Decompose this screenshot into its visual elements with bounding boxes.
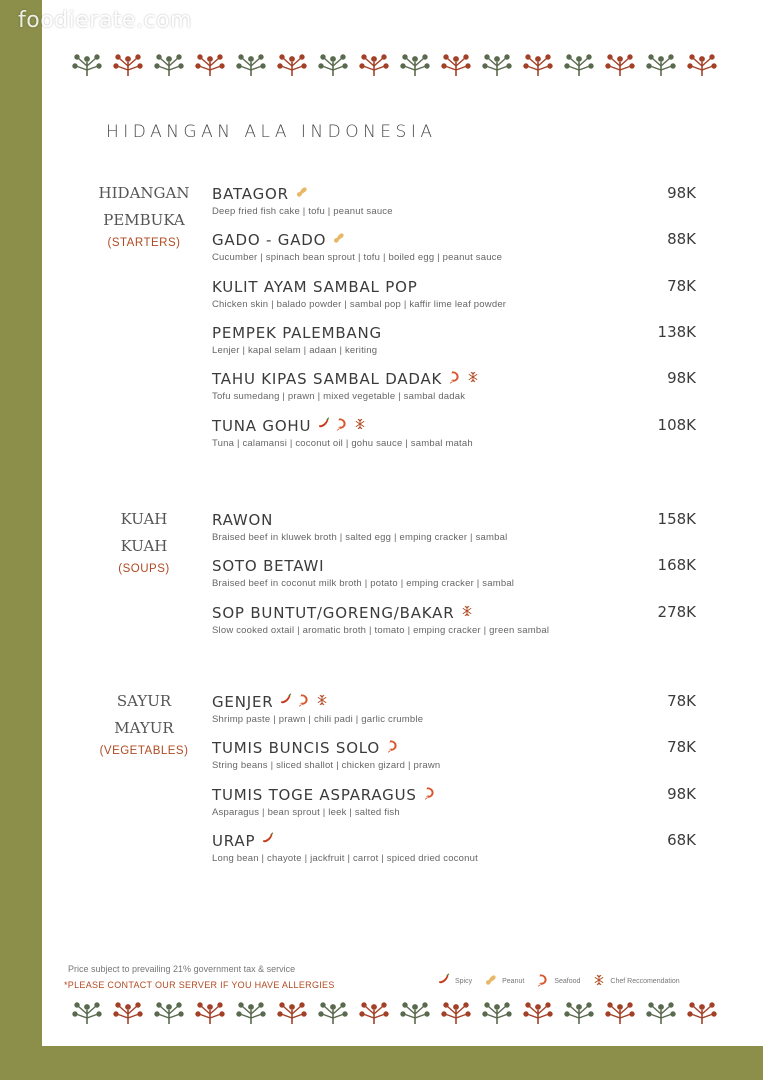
seafood-icon bbox=[536, 973, 550, 989]
menu-item-price: 88K bbox=[667, 230, 696, 249]
menu-item-name-row bbox=[212, 738, 682, 758]
motif-icon bbox=[517, 1000, 558, 1028]
menu-item-description: Slow cooked oxtail | aromatic broth | tomato | emping cracker | green sambal bbox=[212, 624, 550, 636]
legend-label: Seafood bbox=[554, 977, 581, 985]
legend-item bbox=[536, 973, 580, 989]
section-heading bbox=[94, 688, 194, 760]
menu-item-name: RAWON bbox=[212, 511, 274, 529]
chef-icon bbox=[315, 693, 329, 711]
menu-item-price: 108K bbox=[657, 415, 696, 434]
menu-item bbox=[212, 369, 696, 403]
motif-icon bbox=[599, 52, 640, 80]
motif-icon bbox=[517, 52, 558, 80]
menu-item-name: SOTO BETAWI bbox=[212, 557, 325, 576]
legend-item bbox=[484, 973, 524, 989]
menu-item-price: 168K bbox=[657, 556, 696, 575]
menu-item-price: 78K bbox=[667, 692, 696, 710]
menu-item-name-row bbox=[212, 556, 682, 576]
section-subtitle: (VEGETABLES) bbox=[99, 745, 189, 757]
menu-item-description: Shrimp paste | prawn | chili padi | garlic crumble bbox=[212, 714, 424, 725]
motif-icon bbox=[353, 1000, 394, 1028]
menu-item bbox=[212, 415, 696, 449]
section-heading bbox=[94, 506, 194, 578]
menu-item-price: 78K bbox=[667, 276, 696, 295]
section-title-line: HIDANGAN bbox=[98, 184, 190, 202]
menu-item-description: Deep fried fish cake | tofu | peanut sauce bbox=[212, 206, 393, 217]
menu-item-name: TUMIS BUNCIS SOLO bbox=[212, 739, 381, 758]
menu-item bbox=[212, 830, 696, 864]
menu-item-price: 278K bbox=[657, 602, 696, 621]
motif-icon bbox=[107, 1000, 148, 1028]
section-title-line: MAYUR bbox=[114, 719, 174, 737]
motif-icon bbox=[681, 1000, 722, 1028]
menu-item-name-row bbox=[212, 831, 682, 851]
menu-item-description: Braised beef in coconut milk broth | potato | emping cracker | sambal bbox=[212, 578, 515, 590]
menu-item-name-row bbox=[212, 416, 682, 436]
menu-item bbox=[212, 738, 696, 772]
menu-item-name: PEMPEK PALEMBANG bbox=[212, 323, 382, 342]
motif-icon bbox=[148, 52, 189, 80]
motif-icon bbox=[476, 1000, 517, 1028]
menu-item bbox=[212, 322, 696, 356]
menu-item-price: 98K bbox=[667, 184, 696, 202]
motif-icon bbox=[558, 52, 599, 80]
menu-item-description: Lenjer | kapal selam | adaan | keriting bbox=[212, 344, 378, 356]
motif-icon bbox=[189, 52, 230, 80]
menu-item-price: 98K bbox=[667, 369, 696, 388]
menu-item bbox=[212, 602, 696, 636]
tax-note: Price subject to prevailing 21% government tax & service bbox=[68, 964, 296, 974]
spicy-icon bbox=[317, 417, 331, 435]
legend-item bbox=[592, 973, 679, 989]
motif-icon bbox=[394, 52, 435, 80]
legend-label: Spicy bbox=[455, 977, 473, 985]
menu-item-name-row bbox=[212, 184, 682, 204]
motif-icon bbox=[66, 52, 107, 80]
menu-item bbox=[212, 230, 696, 264]
motif-icon bbox=[66, 1000, 107, 1028]
menu-item-description: Long bean | chayote | jackfruit | carrot | spiced dried coconut bbox=[212, 852, 478, 864]
peanut-icon bbox=[484, 973, 498, 989]
motif-icon bbox=[107, 52, 148, 80]
menu-item-name: SOP BUNTUT/GORENG/BAKAR bbox=[212, 603, 455, 622]
seafood-icon bbox=[335, 417, 349, 435]
motif-icon bbox=[189, 1000, 230, 1028]
watermark: foodierate.com bbox=[18, 8, 192, 33]
peanut-icon bbox=[295, 185, 309, 203]
motif-icon bbox=[476, 52, 517, 80]
menu-item-name: GENJER bbox=[212, 693, 274, 711]
menu-item-name-row bbox=[212, 603, 682, 623]
section-heading bbox=[94, 180, 194, 252]
spicy-icon bbox=[261, 832, 275, 850]
menu-item-name: TUNA GOHU bbox=[212, 416, 312, 435]
motif-icon bbox=[230, 52, 271, 80]
section-subtitle: (SOUPS) bbox=[118, 563, 170, 575]
menu-item-description: Chicken skin | balado powder | sambal pop | kaffir lime leaf powder bbox=[212, 298, 507, 310]
menu-item-price: 98K bbox=[667, 784, 696, 803]
chef-icon bbox=[592, 973, 606, 989]
motif-icon bbox=[312, 1000, 353, 1028]
menu-item-name-row bbox=[212, 510, 682, 530]
legend-label: Chef Reccomendation bbox=[610, 977, 680, 985]
menu-item-description: Tofu sumedang | prawn | mixed vegetable | sambal dadak bbox=[212, 391, 466, 403]
peanut-icon bbox=[332, 231, 346, 249]
seafood-icon bbox=[423, 786, 437, 804]
section-title-line: SAYUR bbox=[116, 692, 172, 710]
menu-item-price: 78K bbox=[667, 738, 696, 757]
menu-item-description: Braised beef in kluwek broth | salted egg | emping cracker | sambal bbox=[212, 532, 508, 543]
spicy-icon bbox=[437, 973, 451, 989]
motif-icon bbox=[435, 52, 476, 80]
menu-item bbox=[212, 510, 696, 543]
spicy-icon bbox=[279, 693, 293, 711]
menu-item bbox=[212, 784, 696, 818]
motif-icon bbox=[681, 52, 722, 80]
menu-item-name-row bbox=[212, 323, 682, 343]
motif-icon bbox=[599, 1000, 640, 1028]
menu-item-description: Asparagus | bean sprout | leek | salted fish bbox=[212, 806, 400, 818]
chef-icon bbox=[466, 370, 480, 388]
allergy-note: *PLEASE CONTACT OUR SERVER IF YOU HAVE ALLERGIES bbox=[64, 980, 335, 990]
motif-icon bbox=[312, 52, 353, 80]
legend-label: Peanut bbox=[502, 977, 525, 985]
menu-item-name-row bbox=[212, 277, 682, 297]
menu-item bbox=[212, 556, 696, 590]
icon-legend bbox=[437, 973, 680, 989]
menu-page bbox=[42, 0, 763, 1046]
decorative-border-top bbox=[66, 52, 722, 80]
motif-icon bbox=[271, 1000, 312, 1028]
menu-title: HIDANGAN ALA INDONESIA bbox=[106, 122, 437, 142]
seafood-icon bbox=[448, 370, 462, 388]
section-title-line: KUAH bbox=[120, 510, 168, 528]
motif-icon bbox=[435, 1000, 476, 1028]
menu-item bbox=[212, 276, 696, 310]
menu-item-name: BATAGOR bbox=[212, 185, 289, 203]
menu-item bbox=[212, 692, 696, 725]
section-title-line: PEMBUKA bbox=[103, 211, 185, 229]
menu-item-price: 68K bbox=[667, 830, 696, 849]
menu-item-name: TUMIS TOGE ASPARAGUS bbox=[212, 785, 417, 804]
chef-icon bbox=[460, 604, 474, 622]
decorative-border-bottom bbox=[66, 1000, 722, 1028]
menu-item-price: 158K bbox=[657, 510, 696, 528]
motif-icon bbox=[353, 52, 394, 80]
motif-icon bbox=[640, 1000, 681, 1028]
motif-icon bbox=[640, 52, 681, 80]
menu-item-description: Tuna | calamansi | coconut oil | gohu sauce | sambal matah bbox=[212, 437, 473, 449]
chef-icon bbox=[353, 417, 367, 435]
seafood-icon bbox=[386, 739, 400, 757]
menu-item-name: KULIT AYAM SAMBAL POP bbox=[212, 277, 418, 296]
motif-icon bbox=[148, 1000, 189, 1028]
seafood-icon bbox=[297, 693, 311, 711]
menu-item-description: Cucumber | spinach bean sprout | tofu | boiled egg | peanut sauce bbox=[212, 252, 503, 264]
menu-item-name-row bbox=[212, 692, 682, 712]
motif-icon bbox=[558, 1000, 599, 1028]
section-subtitle: (STARTERS) bbox=[107, 237, 181, 249]
motif-icon bbox=[394, 1000, 435, 1028]
menu-item bbox=[212, 184, 696, 217]
menu-item-description: String beans | sliced shallot | chicken gizard | prawn bbox=[212, 760, 441, 772]
menu-item-name: GADO - GADO bbox=[212, 231, 327, 250]
menu-item-name-row bbox=[212, 369, 682, 389]
menu-item-price: 138K bbox=[657, 322, 696, 341]
motif-icon bbox=[271, 52, 312, 80]
motif-icon bbox=[230, 1000, 271, 1028]
menu-item-name: TAHU KIPAS SAMBAL DADAK bbox=[212, 370, 443, 389]
menu-item-name-row bbox=[212, 230, 682, 250]
menu-item-name-row bbox=[212, 785, 682, 805]
menu-item-name: URAP bbox=[212, 831, 256, 850]
section-title-line: KUAH bbox=[120, 537, 168, 555]
legend-item bbox=[437, 973, 472, 989]
